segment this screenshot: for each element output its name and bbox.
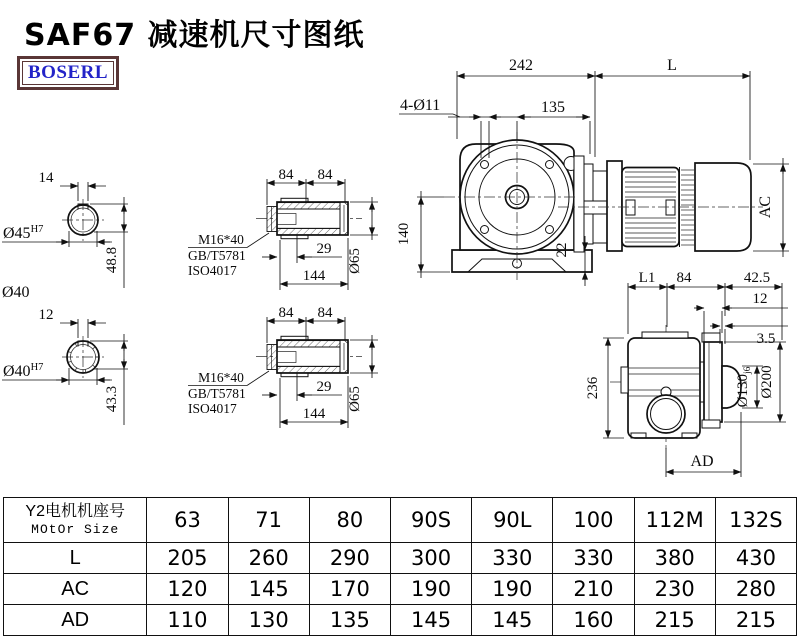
cell-L-3: 300 — [390, 543, 471, 574]
dim-right-len: 42.5 — [743, 270, 771, 286]
cell-AD-0: 110 — [147, 605, 228, 636]
dim-key-depth-1: 48.8 — [104, 246, 120, 274]
cell-L-5: 330 — [553, 543, 634, 574]
dim-height: 236 — [585, 376, 601, 400]
dim-bore-depth-1: 29 — [316, 241, 332, 257]
dim-spigot-dia: $Ø130_{j6}$ — [735, 366, 753, 408]
label-bolt-1: M16*40 — [198, 232, 244, 247]
dim-bore-depth-2: 29 — [316, 379, 332, 395]
dim-key-width-2: 12 — [38, 307, 54, 323]
dim-length-1: 144 — [302, 268, 326, 284]
dim-ad: AD — [690, 453, 714, 470]
label-shaft-dia: Ø40 — [2, 284, 30, 301]
fan-cover-ribs — [681, 170, 694, 245]
label-std-gb-1: GB/T5781 — [188, 248, 246, 263]
view-side — [585, 270, 788, 477]
col-90L: 90L — [472, 498, 553, 543]
dim-dia-1: Ø65 — [347, 248, 363, 274]
table-header-row — [4, 498, 797, 543]
cell-AD-6: 215 — [634, 605, 715, 636]
cell-L-1: 260 — [228, 543, 309, 574]
dim-dia-2: Ø65 — [347, 386, 363, 412]
dim-flange-thk: 12 — [752, 291, 768, 307]
label-std-iso-2: ISO4017 — [188, 401, 237, 416]
motor-size-header-cn: Y2电机机座号 — [25, 503, 125, 521]
dim-seg-b-1: 84 — [317, 167, 333, 183]
label-bolt-holes: 4-Ø11 — [400, 97, 441, 114]
cell-AC-5: 210 — [553, 574, 634, 605]
dim-mid-len: 84 — [676, 270, 692, 286]
cell-L-6: 380 — [634, 543, 715, 574]
dim-step: 3.5 — [756, 331, 776, 347]
row-label-AD: AD — [4, 605, 147, 636]
cell-L-7: 430 — [715, 543, 796, 574]
cell-AD-1: 130 — [228, 605, 309, 636]
cell-L-2: 290 — [309, 543, 390, 574]
row-label-AC: AC — [4, 574, 147, 605]
dim-base-thickness: 22 — [554, 242, 570, 258]
table-row-AC — [4, 574, 797, 605]
col-90S: 90S — [390, 498, 471, 543]
motor-size-header-en: MOtOr Size — [31, 521, 120, 537]
dim-seg-a-1: 84 — [278, 167, 294, 183]
table-row-L — [4, 543, 797, 574]
col-71: 71 — [228, 498, 309, 543]
cell-AD-7: 215 — [715, 605, 796, 636]
motor-size-table — [3, 497, 797, 636]
cell-L-0: 205 — [147, 543, 228, 574]
dim-hole-offset: 135 — [541, 99, 565, 116]
dim-motor-dia: AC — [757, 195, 774, 219]
col-63: 63 — [147, 498, 228, 543]
view-shaft-end-1 — [2, 170, 128, 288]
dim-seg-a-2: 84 — [278, 305, 294, 321]
cell-AD-4: 145 — [472, 605, 553, 636]
cell-AC-0: 120 — [147, 574, 228, 605]
cell-L-4: 330 — [472, 543, 553, 574]
label-bolt-2: M16*40 — [198, 370, 244, 385]
brand-logo-text: BOSERL — [27, 62, 109, 83]
cell-AD-5: 160 — [553, 605, 634, 636]
dim-bore-2: $Ø40^{H7}$ — [3, 362, 44, 380]
motor-size-header — [4, 498, 147, 543]
cell-AC-6: 230 — [634, 574, 715, 605]
cell-AC-4: 190 — [472, 574, 553, 605]
table-row-AD — [4, 605, 797, 636]
col-80: 80 — [309, 498, 390, 543]
dim-length-2: 144 — [302, 406, 326, 422]
cell-AC-3: 190 — [390, 574, 471, 605]
view-shaft-end-2 — [2, 307, 128, 425]
dim-l1: L1 — [638, 270, 656, 286]
col-132S: 132S — [715, 498, 796, 543]
dim-bore-1: $Ø45^{H7}$ — [3, 224, 44, 242]
dim-overall-width: 242 — [509, 57, 533, 74]
col-100: 100 — [553, 498, 634, 543]
dim-flange-dia: Ø200 — [759, 365, 775, 399]
dim-motor-length: L — [667, 57, 677, 74]
dim-seg-b-2: 84 — [317, 305, 333, 321]
view-front — [396, 57, 789, 286]
dim-key-depth-2: 43.3 — [104, 385, 120, 413]
dim-center-height: 140 — [396, 222, 412, 246]
col-112M: 112M — [634, 498, 715, 543]
label-std-gb-2: GB/T5781 — [188, 386, 246, 401]
row-label-L: L — [4, 543, 147, 574]
cell-AC-2: 170 — [309, 574, 390, 605]
cell-AD-2: 135 — [309, 605, 390, 636]
cell-AD-3: 145 — [390, 605, 471, 636]
cell-AC-7: 280 — [715, 574, 796, 605]
label-std-iso-1: ISO4017 — [188, 263, 237, 278]
dim-key-width-1: 14 — [38, 170, 54, 186]
cell-AC-1: 145 — [228, 574, 309, 605]
page-title: SAF67 减速机尺寸图纸 — [24, 18, 365, 53]
